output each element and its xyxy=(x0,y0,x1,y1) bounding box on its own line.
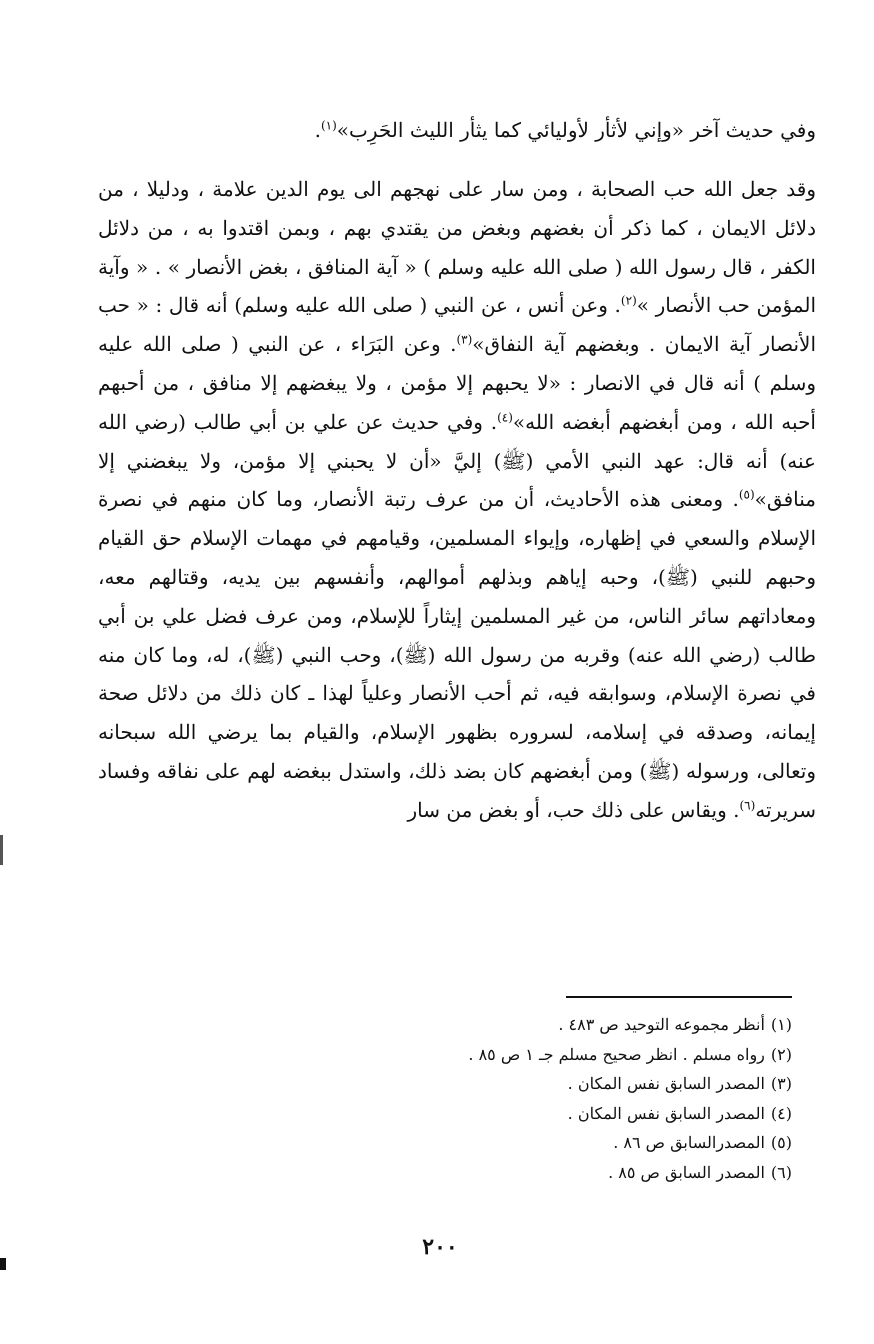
footnote-number: (٥) xyxy=(770,1133,792,1153)
footnote-separator xyxy=(566,996,792,998)
footnote-number: (٦) xyxy=(770,1162,792,1182)
main-text-2: . وعن أنس ، عن النبي ( صلى الله عليه وسلم) أنه قال : « حب الأنصار آية الايمان . وبغضهم آية النفاق» xyxy=(98,293,816,357)
footnote-ref-5: (٥) xyxy=(738,487,755,502)
footnote-number: (٣) xyxy=(770,1074,792,1094)
main-paragraph xyxy=(98,170,816,830)
page-number: ٢٠٠ xyxy=(422,1234,458,1260)
footnote-item xyxy=(300,1158,792,1188)
footnote-text: المصدر السابق نفس المكان . xyxy=(567,1103,765,1123)
opening-text: وفي حديث آخر «وإني لأثأر لأوليائي كما يثأر الليث الحَرِب» xyxy=(336,118,816,142)
footnote-ref-4: (٤) xyxy=(497,410,513,425)
main-text-1: وقد جعل الله حب الصحابة ، ومن سار على نهجهم الى يوم الدين علامة ، ودليلا ، من دلائل الايمان ، كما ذكر أن بغضهم وبغض من يقتدي بهم ، وبمن اقتدوا به ، من دلائل الكفر ، قال رسول الله ( صلى الله عليه وسلم ) « آية المنافق ، بغض الأنصار » . « وآية المؤمن حب الأنصار » xyxy=(98,177,817,318)
footnote-number: (٤) xyxy=(770,1103,792,1123)
footnote-item xyxy=(300,1040,792,1070)
footnote-ref-1: (١) xyxy=(320,118,337,133)
footnote-text: أنظر مجموعه التوحيد ص ٤٨٣ . xyxy=(558,1015,765,1034)
footnote-item xyxy=(300,1128,792,1158)
footnote-item xyxy=(300,1010,792,1040)
footnote-item xyxy=(300,1069,792,1099)
footnote-text: المصدرالسابق ص ٨٦ . xyxy=(613,1133,765,1153)
footnote-ref-3: (٣) xyxy=(456,332,473,347)
footnote-ref-2: (٢) xyxy=(620,293,637,308)
main-text-5: . ومعنى هذه الأحاديث، أن من عرف رتبة الأنصار، وما كان منهم في نصرة الإسلام والسعي في إظهاره، وإيواء المسلمين، وقيامهم في مهمات الإسلام حق القيام وحبهم للنبي (ﷺ)، وحبه إياهم وبذلهم أموالهم، وأنفسهم بين يديه، وقتالهم معه، ومعاداتهم سائر الناس، من غير المسلمين إيثاراً للإسلام، ومن عرف فضل علي بن أبي طالب (رضي الله عنه) وقربه من رسول الله (ﷺ)، وحب النبي (ﷺ)، له، وما كان منه في نصرة الإسلام، وسوابقه فيه، ثم أحب الأنصار وعلياً لهذا ـ كان ذلك من دلائل صحة إيمانه، وصدقه في إسلامه، لسروره بظهور الإسلام، والقيام بما يرضي الله سبحانه وتعالى، ورسوله (ﷺ) ومن أبغضهم كان بضد ذلك، واستدل ببغضه لهم على نفاقه وفساد سريرته xyxy=(98,487,816,822)
footnote-number: (٢) xyxy=(770,1044,792,1064)
footnote-text: المصدر السابق نفس المكان . xyxy=(567,1074,765,1094)
footnote-item xyxy=(300,1099,792,1129)
footnote-text: المصدر السابق ص ٨٥ . xyxy=(608,1162,765,1182)
footnote-number: (١) xyxy=(770,1015,792,1034)
footnote-ref-6: (٦) xyxy=(739,798,756,813)
opening-end: . xyxy=(314,118,321,142)
footnote-text: رواه مسلم . انظر صحيح مسلم جـ ١ ص ٨٥ . xyxy=(468,1044,765,1064)
scan-edge-mark xyxy=(0,1258,6,1270)
scan-edge-mark xyxy=(0,835,3,865)
opening-line xyxy=(98,110,816,150)
main-text-6: . ويقاس على ذلك حب، أو بغض من سار xyxy=(407,797,740,822)
main-text-4: . وفي حديث عن علي بن أبي طالب (رضي الله عنه) أنه قال: عهد النبي الأمي (ﷺ) إليَّ «أن لا يحبني إلا مؤمن، ولا يبغضني إلا منافق» xyxy=(98,409,816,512)
footnotes-list xyxy=(300,1010,792,1188)
main-text-3: . وعن البَرَاء ، عن النبي ( صلى الله عليه وسلم ) أنه قال في الانصار : «لا يحبهم إلا مؤمن ، ولا يبغضهم إلا منافق ، من أحبهم أحبه الله ، ومن أبغضهم أبغضه الله» xyxy=(98,332,816,434)
